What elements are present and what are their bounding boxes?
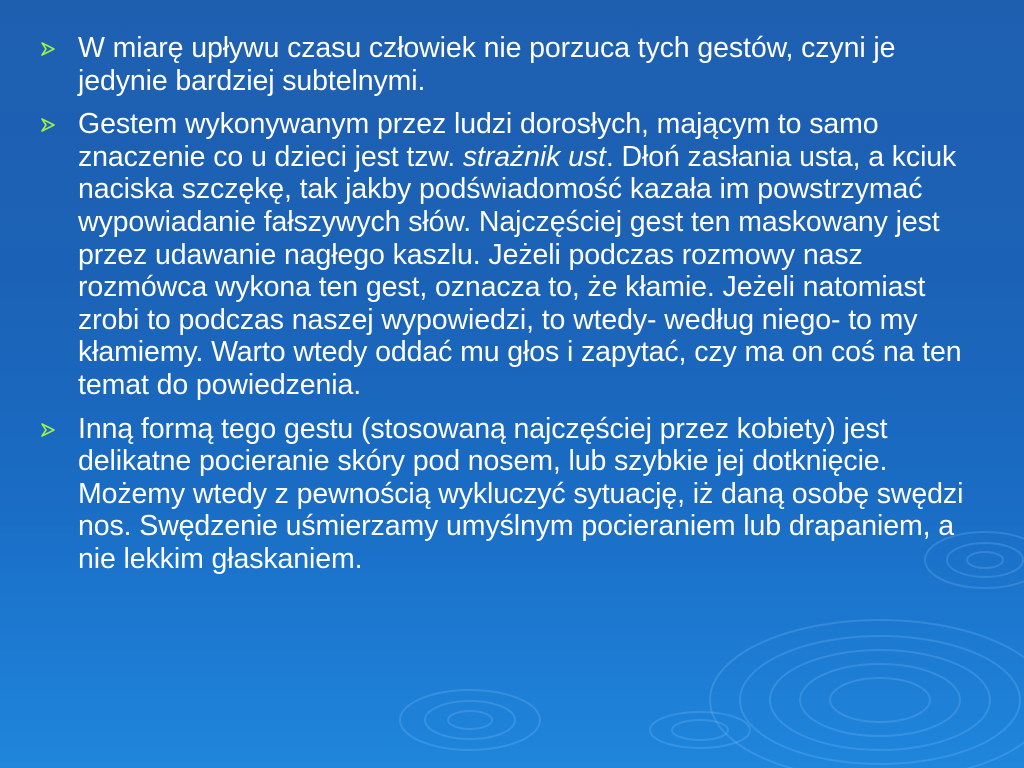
bullet-text: W miarę upływu czasu człowiek nie porzuca tych gestów, czyni je jedynie bardziej subtelnymi. [78, 32, 896, 97]
bullet-text: Inną formą tego gestu (stosowaną najczęściej przez kobiety) jest delikatne pocieranie skóry pod nosem, lub szybkie jej dotknięcie. Możemy wtedy z pewnością wykluczyć sytuację, iż daną osobę swędzi nos. Swędzenie uśmierzamy umyślnym pocieraniem lub drapaniem, a nie lekkim głaskaniem. [78, 412, 964, 575]
arrowhead-bullet-icon [40, 422, 56, 438]
bullet-text: Gestem wykonywanym przez ludzi dorosłych, mającym to samo znaczenie co u dzieci jest tzw. strażnik ust. Dłoń zasłania usta, a kciuk naciska szczękę, tak jakby podświadomość kazała im powstrzymać wypowiadanie fałszywych słów. Najczęściej gest ten maskowany jest przez udawanie nagłego kaszlu. Jeżeli podczas rozmowy nasz rozmówca wykona ten gest, oznacza to, że kłamie. Jeżeli natomiast zrobi to podczas naszej wypowiedzi, to wtedy- według niego- to my kłamiemy. Warto wtedy oddać mu głos i zapytać, czy ma on coś na ten temat do powiedzenia. [78, 108, 962, 401]
bullet-item [40, 32, 980, 97]
bullet-item [40, 108, 980, 401]
bullet-item [40, 413, 980, 576]
emphasized-term: strażnik ust [462, 140, 606, 173]
arrowhead-bullet-icon [40, 41, 56, 57]
arrowhead-bullet-icon [40, 117, 56, 133]
slide-body [40, 32, 980, 587]
